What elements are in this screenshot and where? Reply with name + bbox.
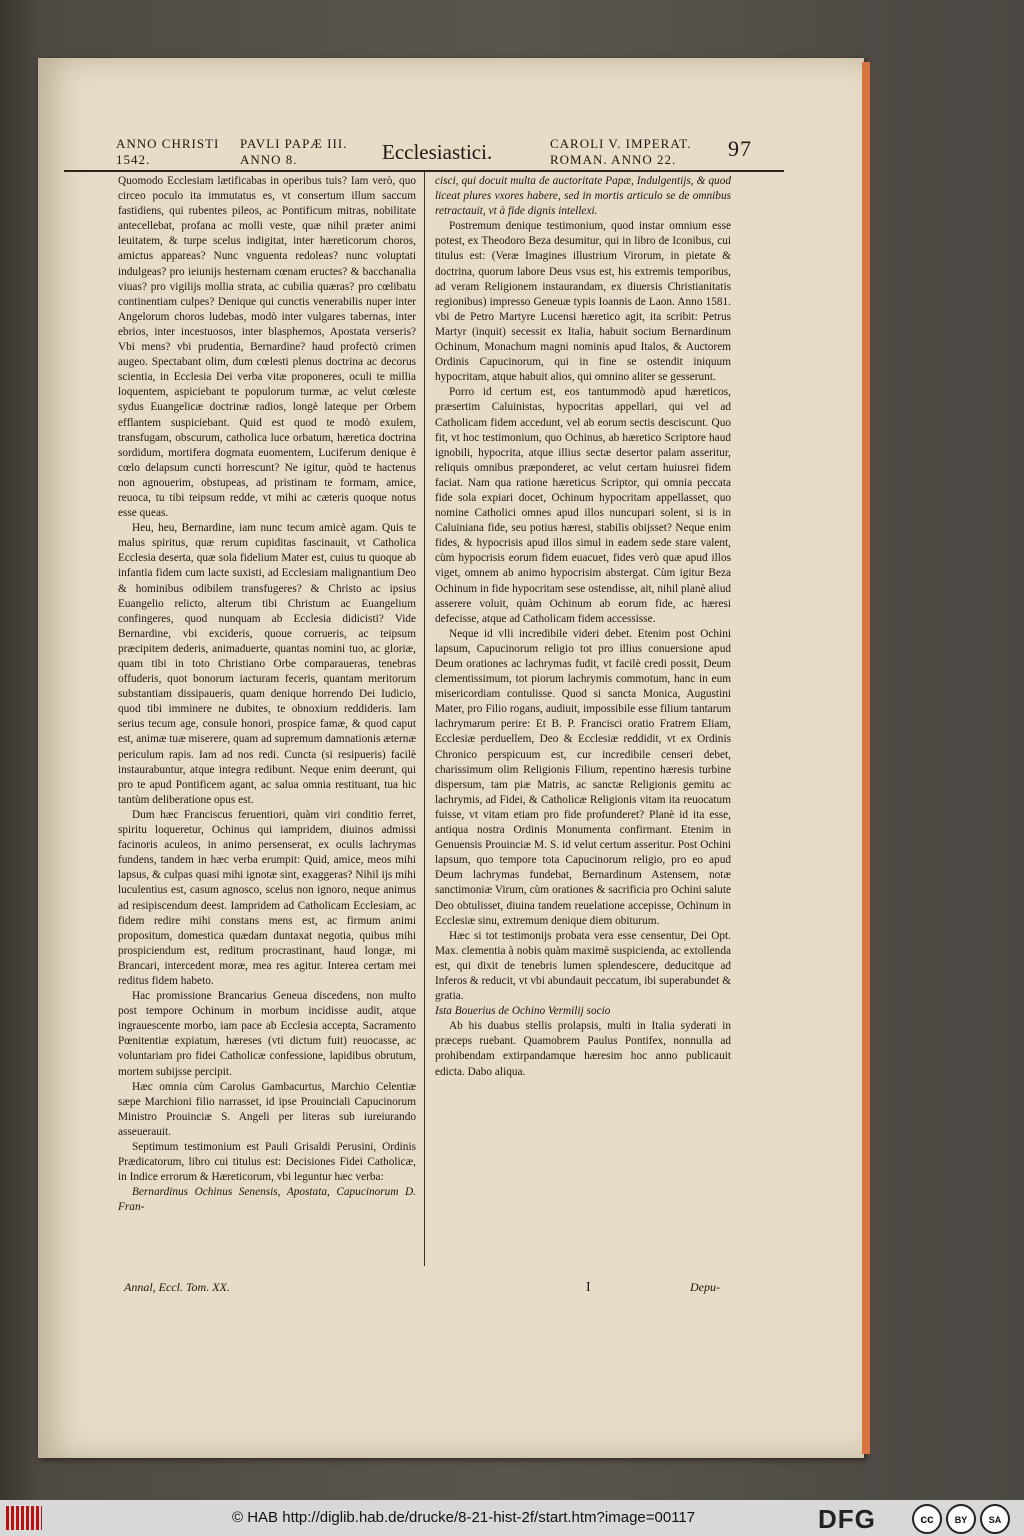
cc-license-icon[interactable]: cc	[912, 1504, 942, 1534]
library-barcode-icon	[6, 1506, 42, 1530]
footer-catchword: Depu-	[690, 1280, 720, 1294]
paragraph: Ista Bouerius de Ochino Vermilij socio	[435, 1005, 611, 1018]
header-emperor-year: ROMAN. ANNO 22.	[550, 152, 677, 167]
paragraph: Septimum testimonium est Pauli Grisaldi Perusini, Ordinis Prædicatorum, libro cui titulus est: Decisiones Fidei Catholicæ, in Indice errorum & Hæreticorum, vbi leguntur hæc verba:	[118, 1141, 416, 1184]
dfg-logo: DFG	[818, 1504, 876, 1534]
right-column	[435, 174, 731, 1194]
header-pope-year: ANNO 8.	[240, 152, 298, 167]
paragraph: Ab his duabus stellis prolapsis, multi in Italia syderati in præceps ruebant. Quamobrem Paulus Pontifex, nonnulla ad prohibendam extirpandamque hæresim hoc anno publicauit edicta. Dabo aliqua.	[435, 1020, 731, 1078]
sa-license-icon[interactable]	[980, 1504, 1010, 1534]
paragraph: Hæc si tot testimonijs probata vera esse censentur, Dei Opt. Max. clementia à nobis quàm maximè suspicienda, ac extollenda est, qui dixit de tenebris lumen splendescere, deducitque ad Inferos & reducit, vt vbi abundauit peccatum, ibi superabundet & gratia.	[435, 929, 731, 1003]
header-emperor	[550, 136, 692, 168]
footer-signature: I	[586, 1280, 591, 1295]
header-emperor-label: CAROLI V. IMPERAT.	[550, 136, 692, 151]
paragraph: Dum hæc Franciscus feruentiori, quàm viri conditio ferret, spiritu loqueretur, Ochinus qui iampridem, diuinos admissi facinoris aculeos, in animo persenserat, ex oculis lachrymas fundens, tandem in hæc verba erumpit: Quid, amice, meos mihi lapsus, & culpas quasi mihi ignotæ sint, exaggeras? Nihil ijs mihi luculentius est, casum agnosco, scelus non ignoro, neque animus ad resipiscendum deest. Iampridem ad Catholicam Ecclesiam, ac fidem redire mihi constans mens est, ac firmum animi propositum, domestica quædam duntaxat negotia, quibus mihi prospiciendum est, reditum procrastinant, haud longæ, mi Brancari, intercedent moræ, mea res agitur. Interea certam mei reditus fidem habeto.	[118, 808, 416, 987]
paragraph: Postremum denique testimonium, quod instar omnium esse potest, ex Theodoro Beza desumitur, qui in libro de Iconibus, cui titulus est: (Veræ Imagines illustrium Virorum, in pietate & doctrina, quorum labore Deus vsus est, his extremis temporibus, ad veram Religionem instaurandam, ex diuersis Christianitatis regionibus) impresso Geneuæ typis Ioannis de Laon. Anno 1581. vbi de Petro Martyre Lucensi hæretico agit, ita scribit: Petrus Martyr (inquit) secessit ex Italia, habuit socium Bernardinum Ochinum, Monachum magni nominis apud Italos, & Auctorem Ordinis Capucinorum, qui in fine se ostendit iniquum hypocritam, atque habuit alios, qui omnino aliter se gesserunt.	[435, 220, 731, 384]
page-edge	[862, 62, 870, 1454]
paragraph: Hac promissione Brancarius Geneua discedens, non multo post tempore Ochinum in morbum incidisse audit, atque ingrauescente morbo, iam pace ab Ecclesia accepta, Sacramento Pœnitentiæ expiatum, hæreses (vti dictum fuit) reuocasse, ac voluntariam pro fidei Catholicæ confessione, lapidibus obrutum, mortem subijsse percipit.	[118, 990, 416, 1078]
paragraph: Hæc omnia cùm Carolus Gambacurtus, Marchio Celentiæ sæpe Marchioni filio narrasset, id ipse Prouinciali Capucinorum Ministro Prouinciæ S. Angeli per literas sub iureiurando asseuerauit.	[118, 1080, 416, 1138]
paragraph: Heu, heu, Bernardine, iam nunc tecum amicè agam. Quis te malus spiritus, quæ rerum cupiditas fascinauit, vt Catholica Ecclesia deserta, quæ sola fidelium Mater est, cuius tu quoque ab infantia fidem cum lacte suxisti, ad Ecclesiam malignantium Deo & hominibus odibilem transfugeres? & Christo ac ipsius Euangelio relicto, alterum tibi Christum ac Euangelium confingeres, quod nunquam ab Ecclesia didicisti? Vide Bernardine, vbi excideris, quoue corrueris, ac teipsum præcipitem dederis, animaduerte, quantas nomini tuo, ac gloriæ, quam tibi in toto Christiano Orbe comparaueras, tenebras offuderis, quot bonorum iacturam feceris, quantam meritorum substantiam dissipaueris, quam denique horrendo Dei Iudicio, quod tibi imminere ne dubites, te obnoxium reddideris. Iam serius tecum age, consule honori, prospice famæ, & quod caput est, animæ tuæ miserere, quam ad supremum damnationis æternæ periculum rapis. Iam ad nos redi. Cuncta (si resipueris) facilè instaurabuntur, atque integra redibunt. Neque enim deerunt, qui pro te apud Pontificem agant, ac salua omnia restituant, tua hic tantùm deliberatione opus est.	[118, 522, 416, 806]
header-year	[116, 136, 219, 168]
footer-volume: Annal, Eccl. Tom. XX.	[124, 1280, 230, 1294]
paragraph: Quomodo Ecclesiam lætificabas in operibus tuis? Iam verò, quo circeo poculo ita immutatus es, vt consertum illum saccum fastidiens, qui rubentes pileos, ac Pontificum mitras, nobilitate antecellebat, profana ac molli veste, quæ nihil præter animi leuitatem, & turpe scelus indigitat, inter hæreticorum choros, amictus appareas? Nunc vnguenta redoleas? nunc voluptati indulgeas? pro ieiunijs hesternam cœnam eructes? & bacchanalia viuas? pro vigilijs mollia strata, ac cubilia quæras? pro cœlibatu continentiam culpes? Denique qui cunctis venerabilis nuper inter Angelorum choros ludebas, modò inter vulgares tabernas, inter ebrios, inter incestuosos, inter blasphemos, Apostata verseris? Vbi mens? vbi prudentia, Bernardine? haud profectò crimen augeo. Spectabant olim, dum cœlesti plenus doctrina ac decorus scientia, in Ecclesia Dei verba vitæ proponeres, oculi te millia loquentem, aspiciebant te populorum turmæ, ac velut cœleste sydus Euangelicæ doctrinæ radios, longè lateque per Orbem efflantem suspiciebant. Quid est quod te modò exulem, transfugam, obscurum, catholica luce orbatum, hæretica doctrina sordidum, mortifera dogmata euomentem, Luciferum denique è cœlo delapsum cuncti horrescunt? Ne igitur, quòd te hactenus non agnouerim, obstupeas, ad pristinam te formam, amice, reuoca, tu tibi teipsum redde, vt mihi ac cæteris quoque notus esse queas.	[118, 175, 416, 520]
by-license-label: BY	[954, 1515, 968, 1525]
left-column	[118, 174, 416, 1274]
sa-license-label: SA	[988, 1515, 1002, 1525]
column-divider	[424, 172, 425, 1266]
viewer-footer-bar	[0, 1500, 1024, 1536]
paragraph: Neque id vlli incredibile videri debet. Etenim post Ochini lapsum, Capucinorum religio tot pro illius conuersione apud Deum orationes ac lachrymas fudit, vt facilè credi possit, Deum clementissimum, tot piorum lachrymis commotum, hanc in eum misericordiam contulisse. Quod si sancta Monica, Augustini Mater, pro Filio rogans, audiuit, impossibile esse filium tantarum lachrymarum perire: Et B. P. Francisci oratio Fratrem Eliam, Ecclesiæ perduellem, Deo & Ecclesiæ reddidit, vt ex Ordinis Chronico perspicuum est, cur incredibile censeri debet, charissimum olim Religionis Filium, repentino hæresis turbine dispersum, tam piæ Matris, ac sanctæ Religionis gemitu ac lachrymis, ad Fidei, & Catholicæ Religionis vitam ita reuocatum fuisse, vt vitam etiam pro fide profunderet? Planè id ita esse, antiqua nostra Ordinis Monumenta confirmant. Etenim in Genuensis Prouinciæ M. S. id velut certum asseritur. Post Ochini lapsum, quo tempore tota Capucinorum religio, pro eo apud Deum lachrymas fundebat, Bernardinum Astensem, notæ sanctimoniæ Virum, cùm orationes & sacrificia pro Ochini salute Deo obtulisset, diuina tandem reuelatione accepisse, Ochinum in Ecclesiæ sinu, extremum denique diem obiturum.	[435, 627, 731, 927]
running-header	[64, 136, 784, 172]
header-pope	[240, 136, 347, 168]
header-year-label: ANNO CHRISTI	[116, 136, 220, 151]
paragraph: Bernardinus Ochinus Senensis, Apostata, Capucinorum D. Fran-	[118, 1186, 416, 1214]
header-pope-label: PAVLI PAPÆ III.	[240, 136, 348, 151]
header-year-value: 1542.	[116, 152, 151, 167]
header-title: Ecclesiastici.	[382, 140, 493, 164]
by-license-icon[interactable]	[946, 1504, 976, 1534]
copyright-link[interactable]: © HAB http://diglib.hab.de/drucke/8-21-hist-2f/start.htm?image=00117	[232, 1509, 696, 1526]
page-number: 97	[728, 136, 752, 161]
paragraph: cisci, qui docuit multa de auctoritate Papæ, Indulgentijs, & quod liceat plures vxores habere, sed in mortis articulo se de omnibus retractauit, vt à fide dignis intellexi.	[435, 175, 731, 218]
paragraph: Porro id certum est, eos tantummodò apud hæreticos, præsertim Caluinistas, hypocritas appellari, qui vel ad Catholicam fidem accedunt, vel ab eorum sectis desciscunt. Quo fit, vt hoc testimonium, quo Ochinus, ab hæretico Scriptore haud ignobili, hypocrita, atque illius sectæ desertor palam asseritur, reliquis omnibus præponderet, ac velut certam huiusrei fidem faciat. Nam qua ratione hæreticus Scriptor, qui omnia peccata fide sola expiari docet, Ochinum hypocritam appellasset, quo nomine Catholici omnes apud illos nuncupari solent, si is in Caluiniana fide, seu potius hæresi, stabilis obijsset? Neque enim fides, & hypocrisis apud illos simul in eadem sede stare valent, cùm hypocrisis eorum fidem euacuet, fides verò quæ apud illos viget, omnem ab animo hypocrisim abstergat. Cùm igitur Beza Ochinum in fide hypocritam sese ostendisse, ait, nihil planè aliud asserere voluit, quàm Ochinum ab eorum fide, ac hæresi defecisse, atque ad Catholicam fidem accessisse.	[435, 386, 731, 625]
